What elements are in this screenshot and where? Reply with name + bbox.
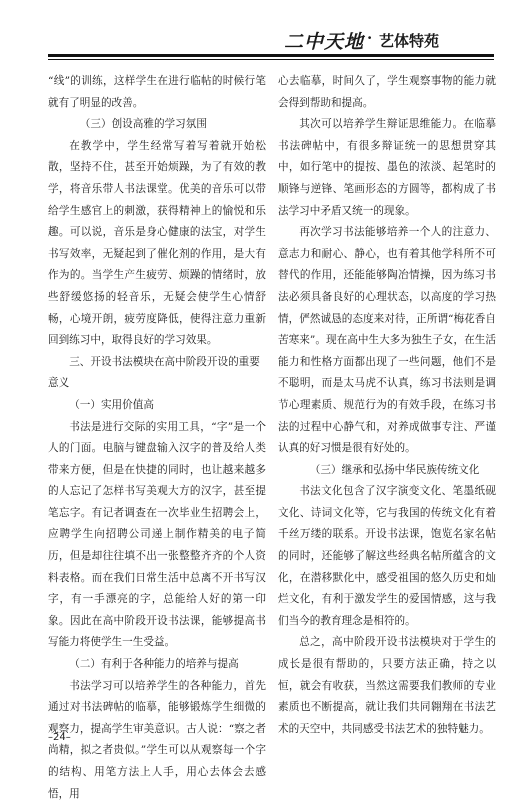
paragraph: 书法学习可以培养学生的各种能力，首先通过对书法碑帖的临摹，能够锻炼学生细微的观察力，提高学生审美意识。古人说：“察之者尚精，拟之者贵似。”学生可以从观察每一个字的结构、用笔方法上人手，用心去体会去感悟，用: [48, 679, 266, 800]
right-column: [278, 71, 496, 740]
paragraph: 再次学习书法能够培养一个人的注意力、意志力和耐心、静心，也有着其他学科所不可替代的作用，还能能够陶冶情操，因为练习书法必须具备良好的心理状态，以高度的学习热情，俨然诚恳的态度来对待，正所谓“梅花香自苦寒来”。现在高中生大多为独生子女，在生活能力和性格方面都出现了一些问题，他们不是不聪明，而是太马虎不认真，练习书法则是调节心理素质、规范行为的有效手段，在练习书法的过程中心静气和，对养成做事专注、严谨认真的好习惯是很有好处的。: [278, 226, 496, 455]
section-heading: 三、开设书法模块在高中阶段开设的重要意义: [48, 355, 260, 390]
paragraph: 总之，高中阶段开设书法模块对于学生的成长是很有帮助的，只要方法正确，持之以恒，就会有收获，当然这需要我们教师的专业素质也不断提高，就让我们共同翱翔在书法艺术的天空中，共同感受书法艺术的独特魅力。: [278, 636, 496, 735]
header-separator: ·: [367, 29, 373, 47]
subheading: （三）创设高雅的学习氛围: [79, 118, 207, 131]
paragraph: 心去临摹，时间久了，学生观察事物的能力就会得到帮助和提高。: [278, 75, 496, 109]
paragraph: 书法是进行交际的实用工具，“字”是一个人的门面。电脑与键盘输入汉字的普及给人类带来方便，但是在快捷的同时，也让越来越多的人忘记了怎样书写美观大方的汉字，甚至提笔忘字。有记者调查在一次毕业生招聘会上，应聘学生向招聘公司递上制作精美的电子简历，但是却往往填不出一张整整齐齐的个人资料表格。而在我们日常生活中总离不开书写汉字，有一手漂亮的字，总能给人好的第一印象。因此在高中阶段开设书法课，能够提高书写能力将使学生一生受益。: [48, 420, 266, 649]
page-number: –24–: [48, 732, 71, 743]
left-column: [48, 71, 266, 805]
paragraph: 书法文化包含了汉字演变文化、笔墨纸砚文化、诗词文化等，它与我国的传统文化有着千丝万缕的联系。开设书法课，饱览名家名帖的同时，还能够了解这些经典名帖所蕴含的文化，在潜移默化中，感受祖国的悠久历史和灿烂文化，有利于激发学生的爱国情感，这与我们当今的教育理念是相符的。: [278, 485, 496, 627]
page-header: [0, 0, 532, 66]
header-rule-thin: [48, 59, 494, 60]
section-title: 艺体特苑: [379, 32, 440, 50]
subheading: （一）实用价值高: [69, 398, 154, 411]
paragraph: 其次可以培养学生辩证思维能力。在临摹书法碑帖中，有很多辩证统一的思想贯穿其中，如行笔中的提按、墨色的浓淡、起笔时的顺锋与逆锋、笔画形态的方圆等，都构成了书法学习中矛盾又统一的现象。: [278, 118, 496, 217]
paragraph: 在教学中，学生经常写着写着就开始松散，坚持不住，甚至开始烦躁，为了有效的教学，将音乐带人书法课堂。优美的音乐可以带给学生感官上的刺激，获得精神上的愉悦和乐趣。可以说，音乐是身心健康的法宝，对学生书写效率，无疑起到了催化剂的作用，是大有作为的。当学生产生疲劳、烦躁的情绪时，放些舒缓悠扬的轻音乐，无疑会使学生心情舒畅，心境开朗，疲劳度降低，使得注意力重新回到练习中，取得良好的学习效果。: [48, 139, 266, 347]
subheading: （三）继承和弘扬中华民族传统文化: [309, 463, 480, 476]
header-rule-thick: [48, 54, 494, 57]
masthead-logo: 二中天地: [283, 31, 364, 53]
subheading: （二）有利于各种能力的培养与提高: [69, 658, 239, 671]
paragraph: “线”的训练，这样学生在进行临帖的时候行笔就有了明显的改善。: [48, 75, 266, 109]
